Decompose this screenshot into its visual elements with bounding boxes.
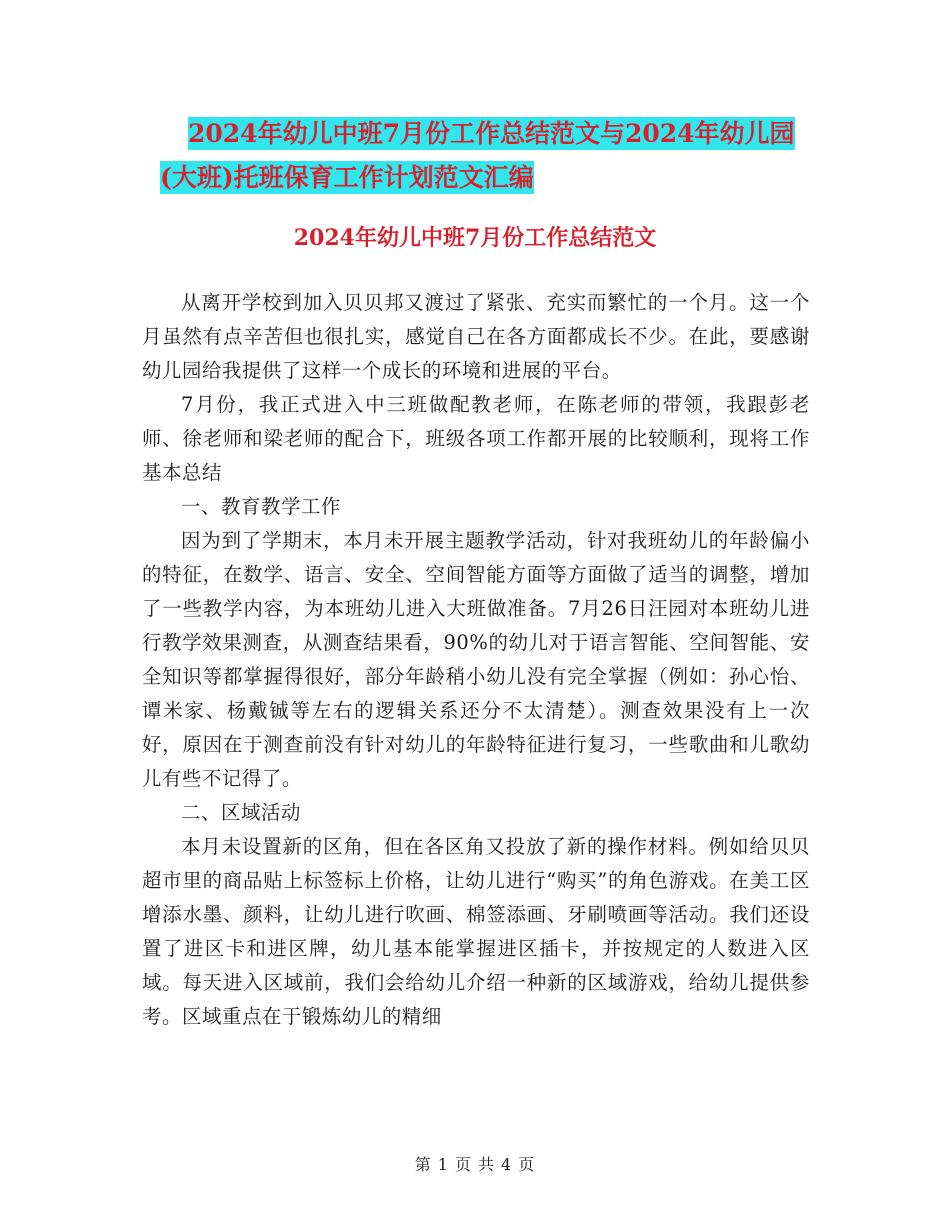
section-title: 2024年幼儿中班7月份工作总结范文 [293,225,657,251]
page-total: 4 [501,1155,513,1174]
footer-word: 第 [414,1155,432,1174]
footer-word: 共 [478,1155,496,1174]
page-footer [0,1152,950,1175]
document-title [160,112,830,200]
document-title-line-2 [160,156,830,200]
title-highlight: 2024年幼儿中班7月份工作总结范文与2024年幼儿园 [188,119,795,148]
page-number: 1 [437,1155,449,1174]
footer-word: 页 [518,1155,536,1174]
document-body [142,286,810,1034]
summary-paragraph: 7月份，我正式进入中三班做配教老师，在陈老师的带领，我跟彭老师、徐老师和梁老师的配合下，班级各项工作都开展的比较顺利，现将工作基本总结 [142,393,810,484]
footer-word: 页 [454,1155,472,1174]
teaching-work-paragraph: 因为到了学期末，本月未开展主题教学活动，针对我班幼儿的年龄偏小的特征，在数学、语言、安全、空间智能方面等方面做了适当的调整，增加了一些教学内容，为本班幼儿进入大班做准备。7月26日汪园对本班幼儿进行教学效果测查，从测查结果看，90%的幼儿对于语言智能、空间智能、安全知识等都掌握得很好，部分年龄稍小幼儿没有完全掌握（例如：孙心怡、谭米家、杨戴铖等左右的逻辑关系还分不太清楚）。测查效果没有上一次好，原因在于测查前没有针对幼儿的年龄特征进行复习，一些歌曲和儿歌幼儿有些不记得了。 [142,529,810,790]
area-activities-paragraph: 本月未设置新的区角，但在各区角又投放了新的操作材料。例如给贝贝超市里的商品贴上标签标上价格，让幼儿进行“购买”的角色游戏。在美工区增添水墨、颜料，让幼儿进行吹画、棉签添画、牙刷喷画等活动。我们还设置了进区卡和进区牌，幼儿基本能掌握进区插卡，并按规定的人数进入区域。每天进入区域前，我们会给幼儿介绍一种新的区域游戏，给幼儿提供参考。区域重点在于锻炼幼儿的精细 [142,835,810,1028]
document-title-line-1 [160,112,830,156]
heading-area-activities: 二、区域活动 [181,801,301,824]
intro-paragraph: 从离开学校到加入贝贝邦又渡过了紧张、充实而繁忙的一个月。这一个月虽然有点辛苦但也很扎实，感觉自己在各方面都成长不少。在此，要感谢幼儿园给我提供了这样一个成长的环境和进展的平台。 [142,291,810,382]
heading-teaching-work: 一、教育教学工作 [181,495,341,518]
title-highlight: (大班)托班保育工作计划范文汇编 [160,163,534,192]
